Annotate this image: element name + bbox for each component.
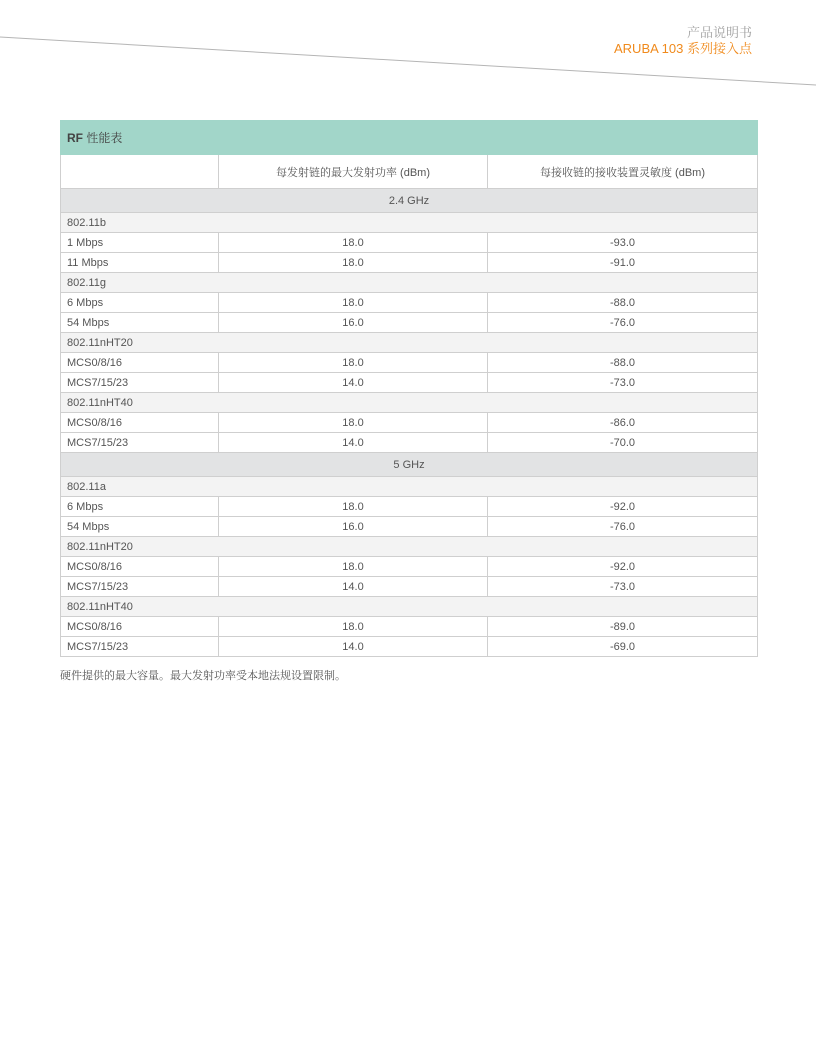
tx-power-cell: 14.0 [219,373,488,393]
column-header-tx-power: 每发射链的最大发射功率 (dBm) [219,155,488,189]
rx-sensitivity-cell: -70.0 [488,433,758,453]
rate-cell: 54 Mbps [61,313,219,333]
document-type-label: 产品说明书 [686,25,752,40]
table-row [61,617,758,637]
section-label: 802.11g [61,273,758,293]
rate-cell: 54 Mbps [61,517,219,537]
column-header-row [61,155,758,189]
product-name-label: ARUBA 103 系列接入点 [614,41,752,56]
table-title [61,121,758,155]
rate-cell: 1 Mbps [61,233,219,253]
section-label: 802.11a [61,477,758,497]
rf-performance-table [60,120,758,657]
section-row [61,537,758,557]
rate-cell: 6 Mbps [61,293,219,313]
section-row [61,213,758,233]
rate-cell: MCS0/8/16 [61,557,219,577]
table-row [61,313,758,333]
tx-power-cell: 18.0 [219,353,488,373]
section-label: 802.11nHT40 [61,597,758,617]
table-row [61,353,758,373]
rx-sensitivity-cell: -73.0 [488,373,758,393]
footnote: 硬件提供的最大容量。最大发射功率受本地法规设置限制。 [60,670,346,682]
rate-cell: MCS0/8/16 [61,617,219,637]
rate-cell: MCS7/15/23 [61,373,219,393]
table-row [61,253,758,273]
section-label: 802.11nHT20 [61,537,758,557]
tx-power-cell: 18.0 [219,557,488,577]
tx-power-cell: 14.0 [219,433,488,453]
table-row [61,413,758,433]
section-row [61,477,758,497]
rx-sensitivity-cell: -88.0 [488,293,758,313]
tx-power-cell: 18.0 [219,253,488,273]
section-row [61,273,758,293]
band-row [61,453,758,477]
table-row [61,433,758,453]
table-row [61,373,758,393]
rx-sensitivity-cell: -86.0 [488,413,758,433]
tx-power-cell: 14.0 [219,637,488,657]
rate-cell: 6 Mbps [61,497,219,517]
band-label: 2.4 GHz [61,189,758,213]
tx-power-cell: 14.0 [219,577,488,597]
rx-sensitivity-cell: -88.0 [488,353,758,373]
section-row [61,333,758,353]
table-row [61,293,758,313]
section-label: 802.11nHT40 [61,393,758,413]
rx-sensitivity-cell: -89.0 [488,617,758,637]
table-title-text: 性能表 [86,131,123,145]
rx-sensitivity-cell: -93.0 [488,233,758,253]
band-label: 5 GHz [61,453,758,477]
tx-power-cell: 18.0 [219,497,488,517]
table-title-row [61,121,758,155]
section-row [61,597,758,617]
column-header-empty [61,155,219,189]
tx-power-cell: 18.0 [219,233,488,253]
table-row [61,517,758,537]
table-row [61,233,758,253]
rate-cell: 11 Mbps [61,253,219,273]
rate-cell: MCS0/8/16 [61,353,219,373]
rate-cell: MCS0/8/16 [61,413,219,433]
table-row [61,637,758,657]
rx-sensitivity-cell: -92.0 [488,497,758,517]
tx-power-cell: 18.0 [219,617,488,637]
table-row [61,557,758,577]
tx-power-cell: 18.0 [219,293,488,313]
table-title-bold: RF [67,131,83,145]
rate-cell: MCS7/15/23 [61,577,219,597]
section-label: 802.11b [61,213,758,233]
table-row [61,577,758,597]
rx-sensitivity-cell: -76.0 [488,517,758,537]
rx-sensitivity-cell: -69.0 [488,637,758,657]
rate-cell: MCS7/15/23 [61,433,219,453]
band-row [61,189,758,213]
rx-sensitivity-cell: -92.0 [488,557,758,577]
rx-sensitivity-cell: -91.0 [488,253,758,273]
section-row [61,393,758,413]
tx-power-cell: 16.0 [219,517,488,537]
tx-power-cell: 18.0 [219,413,488,433]
rx-sensitivity-cell: -73.0 [488,577,758,597]
rx-sensitivity-cell: -76.0 [488,313,758,333]
section-label: 802.11nHT20 [61,333,758,353]
rate-cell: MCS7/15/23 [61,637,219,657]
tx-power-cell: 16.0 [219,313,488,333]
table-row [61,497,758,517]
column-header-rx-sensitivity: 每接收链的接收装置灵敏度 (dBm) [488,155,758,189]
